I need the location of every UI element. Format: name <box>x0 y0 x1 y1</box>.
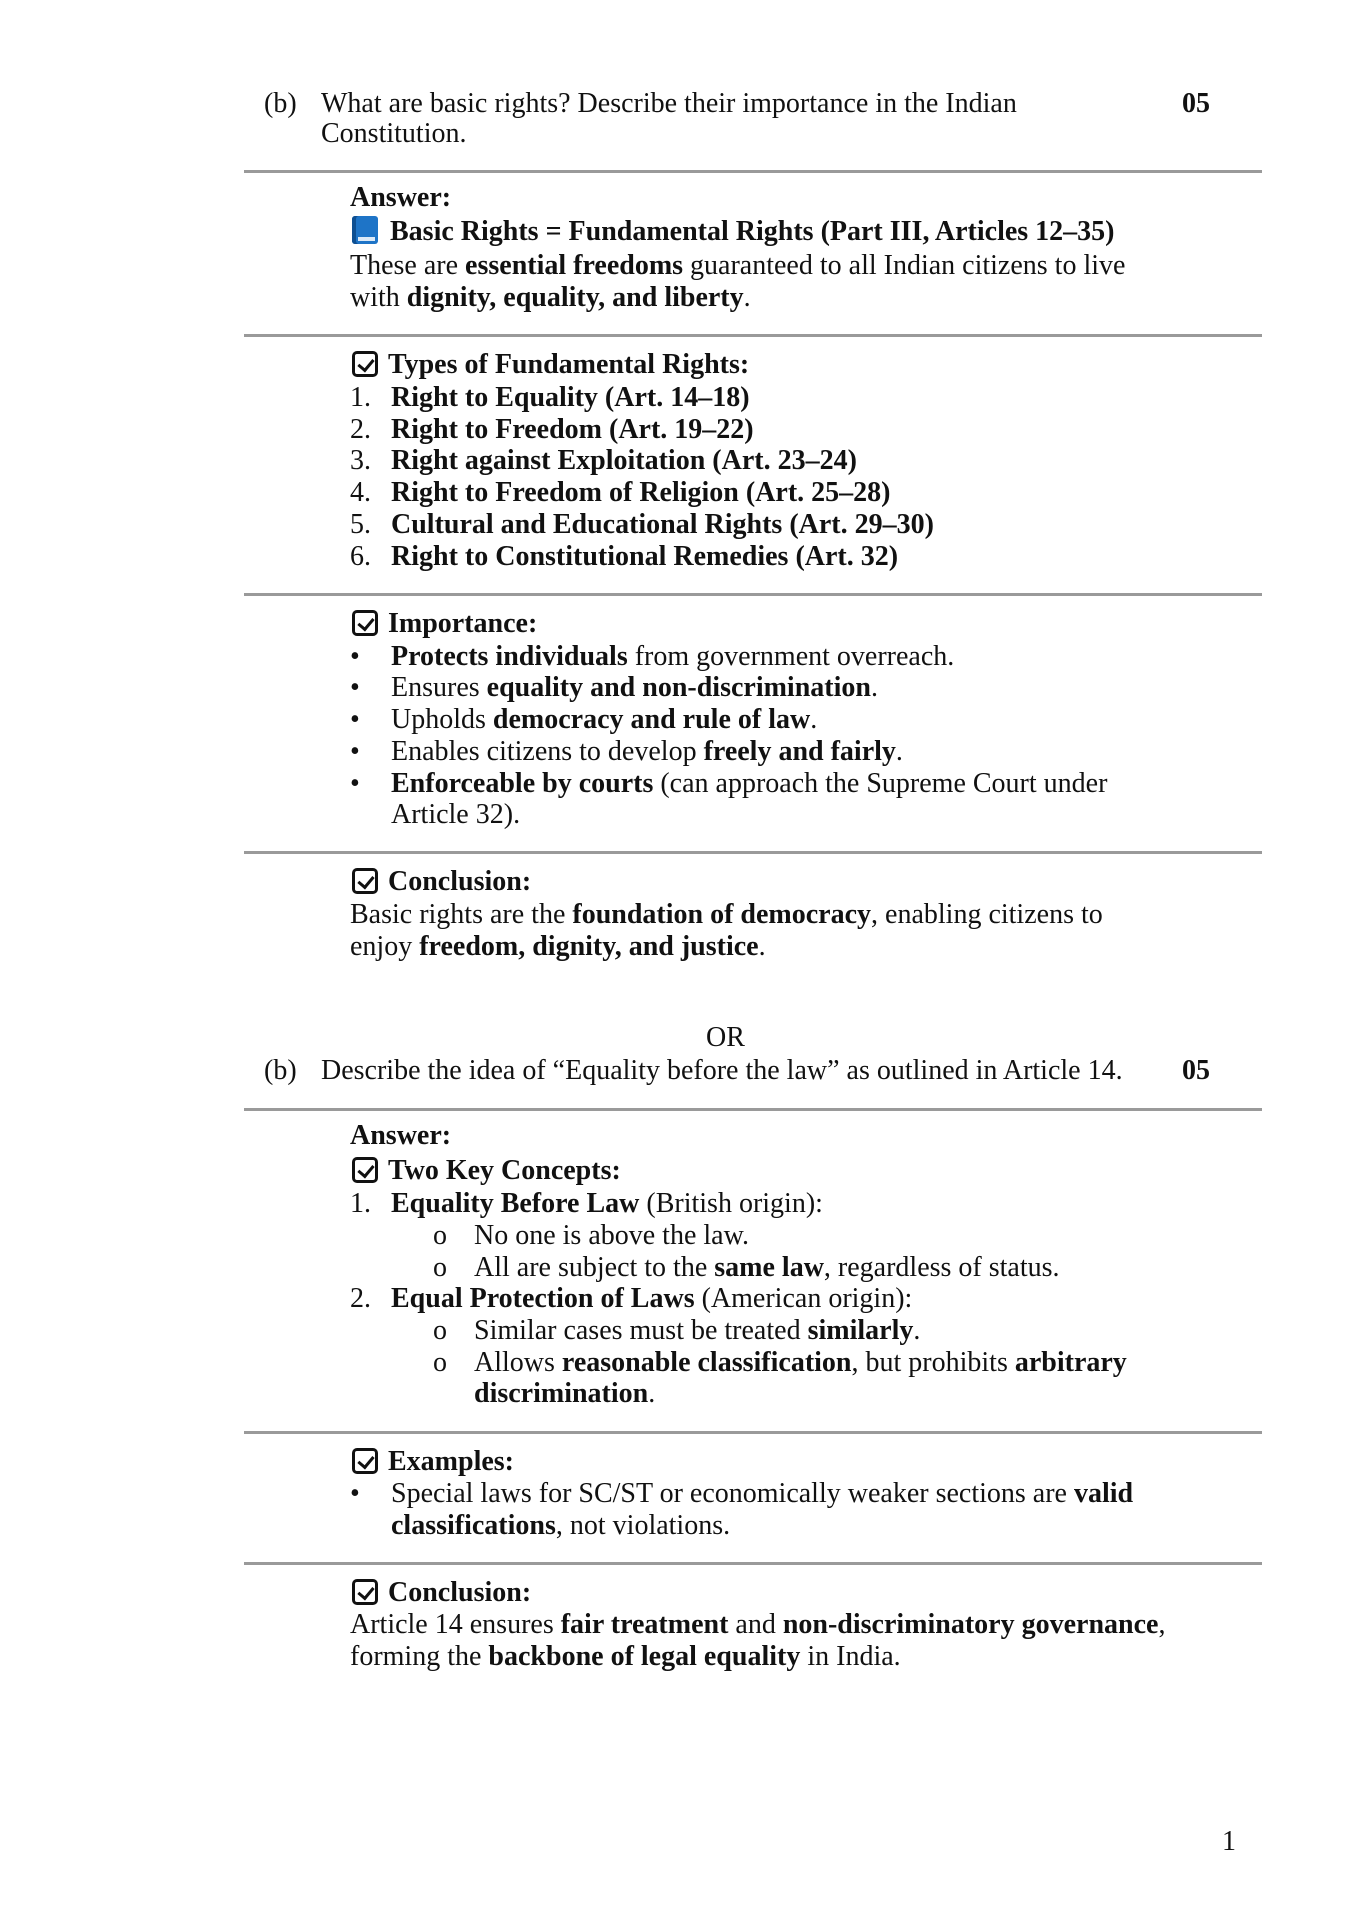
answer-label: Answer: <box>350 1120 452 1151</box>
sub-bullet: o <box>433 1252 447 1283</box>
list-item: Right to Freedom (Art. 19–22) <box>391 414 754 445</box>
concepts-heading: Two Key Concepts: <box>352 1155 621 1187</box>
list-item: Ensures equality and non-discrimination. <box>391 672 878 703</box>
question-label: (b) <box>264 88 297 119</box>
checkbox-icon <box>352 1448 378 1474</box>
answer-label: Answer: <box>350 182 452 213</box>
definition-line2: with dignity, equality, and liberty. <box>350 282 751 313</box>
sub-bullet: o <box>433 1315 447 1346</box>
basic-rights-title: Basic Rights = Fundamental Rights (Part III, Articles 12–35) <box>352 216 1115 248</box>
list-item: Right against Exploitation (Art. 23–24) <box>391 445 857 476</box>
divider <box>244 1108 1262 1111</box>
conclusion-heading: Conclusion: <box>352 866 531 898</box>
conclusion-line2: enjoy freedom, dignity, and justice. <box>350 931 766 962</box>
list-item: Cultural and Educational Rights (Art. 29–30) <box>391 509 934 540</box>
question-label: (b) <box>264 1055 297 1086</box>
list-number: 6. <box>350 541 371 572</box>
list-number: 4. <box>350 477 371 508</box>
divider <box>244 1431 1262 1434</box>
question-marks: 05 <box>1182 1055 1210 1086</box>
checkbox-icon <box>352 610 378 636</box>
question-marks: 05 <box>1182 88 1210 119</box>
divider <box>244 851 1262 854</box>
conclusion-line2: forming the backbone of legal equality in India. <box>350 1641 901 1672</box>
list-number: 1. <box>350 1188 371 1219</box>
list-item: Right to Constitutional Remedies (Art. 32) <box>391 541 899 572</box>
checkbox-icon <box>352 868 378 894</box>
list-item: Enforceable by courts (can approach the Supreme Court under <box>391 768 1108 799</box>
list-item: Equality Before Law (British origin): <box>391 1188 823 1219</box>
list-number: 2. <box>350 414 371 445</box>
question-text: Describe the idea of “Equality before the law” as outlined in Article 14. <box>321 1055 1123 1086</box>
page-number: 1 <box>1222 1826 1236 1857</box>
list-item-continuation: classifications, not violations. <box>391 1510 731 1541</box>
checkbox-icon <box>352 351 378 377</box>
list-number: 1. <box>350 382 371 413</box>
definition-line1: These are essential freedoms guaranteed to all Indian citizens to live <box>350 250 1126 281</box>
list-number: 5. <box>350 509 371 540</box>
divider <box>244 593 1262 596</box>
sub-list-item-continuation: discrimination. <box>474 1378 656 1409</box>
bullet: • <box>350 704 360 735</box>
list-number: 2. <box>350 1283 371 1314</box>
list-item: Upholds democracy and rule of law. <box>391 704 818 735</box>
list-item: Special laws for SC/ST or economically weaker sections are valid <box>391 1478 1134 1509</box>
list-number: 3. <box>350 445 371 476</box>
list-item: Enables citizens to develop freely and fairly. <box>391 736 903 767</box>
divider <box>244 170 1262 173</box>
examples-heading: Examples: <box>352 1446 514 1478</box>
sub-list-item: All are subject to the same law, regardless of status. <box>474 1252 1060 1283</box>
checkbox-icon <box>352 1157 378 1183</box>
divider <box>244 334 1262 337</box>
conclusion-heading: Conclusion: <box>352 1577 531 1609</box>
types-heading: Types of Fundamental Rights: <box>352 349 749 381</box>
question-text-line1: What are basic rights? Describe their importance in the Indian <box>321 88 1017 119</box>
sub-bullet: o <box>433 1347 447 1378</box>
importance-heading: Importance: <box>352 608 537 640</box>
or-separator: OR <box>706 1022 745 1053</box>
list-item: Right to Equality (Art. 14–18) <box>391 382 750 413</box>
bullet: • <box>350 1478 360 1509</box>
conclusion-line1: Article 14 ensures fair treatment and non-discriminatory governance, <box>350 1609 1166 1640</box>
sub-list-item: Allows reasonable classification, but prohibits arbitrary <box>474 1347 1127 1378</box>
book-icon <box>352 216 378 244</box>
question-text-line2: Constitution. <box>321 118 467 149</box>
list-item: Equal Protection of Laws (American origin): <box>391 1283 913 1314</box>
conclusion-line1: Basic rights are the foundation of democracy, enabling citizens to <box>350 899 1103 930</box>
bullet: • <box>350 768 360 799</box>
list-item: Protects individuals from government overreach. <box>391 641 955 672</box>
checkbox-icon <box>352 1579 378 1605</box>
bullet: • <box>350 736 360 767</box>
sub-list-item: Similar cases must be treated similarly. <box>474 1315 921 1346</box>
sub-bullet: o <box>433 1220 447 1251</box>
divider <box>244 1562 1262 1565</box>
sub-list-item: No one is above the law. <box>474 1220 749 1251</box>
bullet: • <box>350 641 360 672</box>
list-item: Right to Freedom of Religion (Art. 25–28) <box>391 477 891 508</box>
bullet: • <box>350 672 360 703</box>
list-item-continuation: Article 32). <box>391 799 521 830</box>
